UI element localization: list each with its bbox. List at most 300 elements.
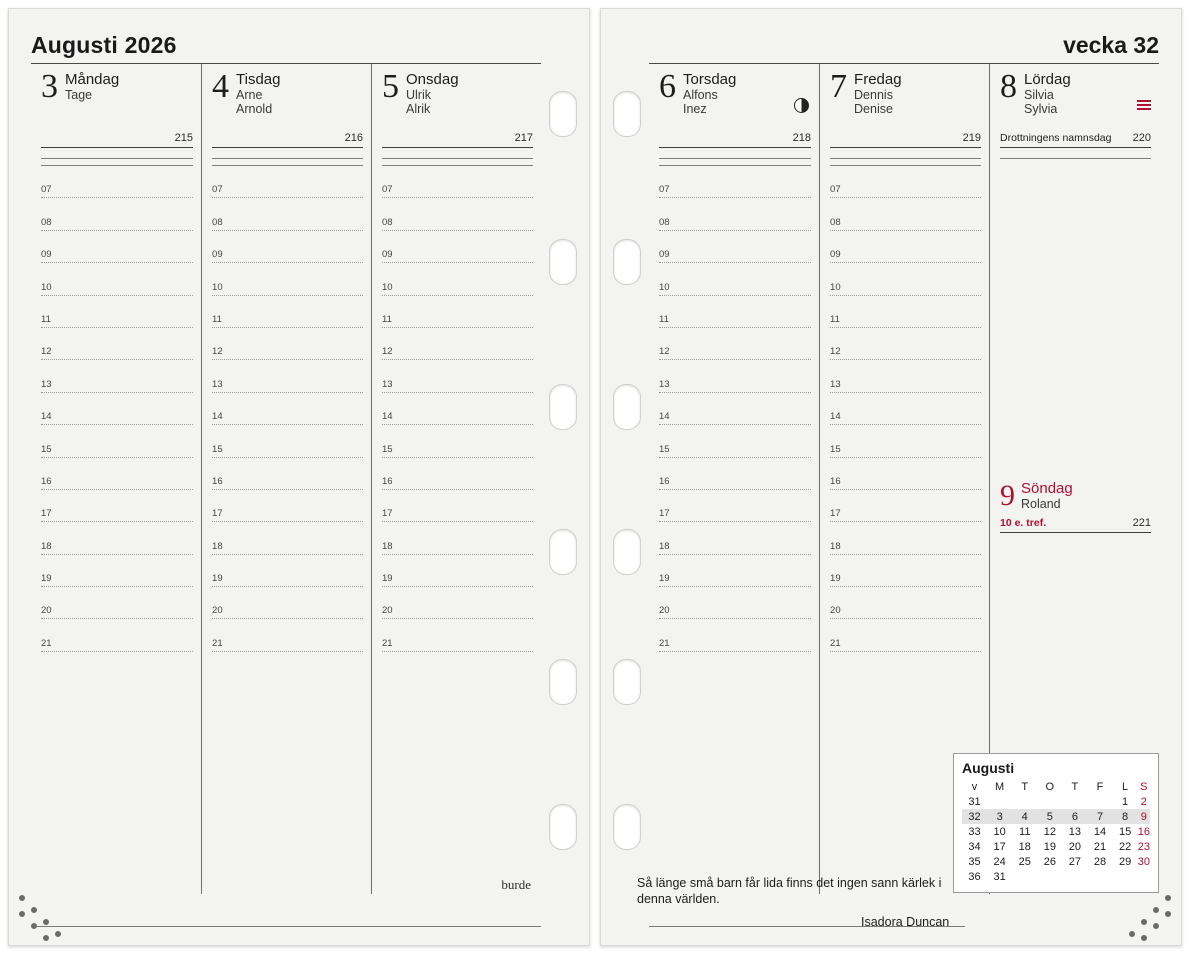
punch-hole	[549, 384, 577, 430]
mini-calendar-title: Augusti	[962, 760, 1015, 776]
punch-hole	[613, 659, 641, 705]
day-cell[interactable]: 6	[1062, 809, 1087, 824]
mini-calendar[interactable]	[953, 753, 1159, 893]
day-name: Lördag	[1024, 71, 1071, 88]
day-cell[interactable]	[1037, 869, 1062, 884]
hour-label: 19	[659, 573, 670, 585]
hour-slot[interactable]	[212, 165, 363, 198]
day-cell[interactable]: 5	[1037, 809, 1062, 824]
week-number: 34	[968, 840, 981, 853]
hour-label: 11	[382, 313, 392, 325]
hour-slot[interactable]	[382, 296, 533, 328]
mini-calendar-row[interactable]	[962, 794, 1150, 809]
hour-label: 07	[41, 184, 52, 196]
hour-label: 07	[830, 184, 841, 196]
hour-label: 07	[659, 184, 670, 196]
name-day-2: Alrik	[406, 102, 431, 116]
month-title: Augusti 2026	[31, 32, 177, 58]
hour-slot[interactable]	[382, 619, 533, 651]
hour-label: 17	[830, 508, 841, 520]
col-fri: F	[1096, 781, 1104, 793]
punch-hole	[613, 529, 641, 575]
hour-label: 20	[212, 605, 223, 617]
hour-slot[interactable]	[382, 393, 533, 425]
hour-label: 12	[41, 346, 52, 358]
hour-slot[interactable]	[212, 198, 363, 230]
hour-label: 17	[41, 508, 52, 520]
hour-slot[interactable]	[212, 328, 363, 360]
hour-slot[interactable]	[212, 425, 363, 457]
hour-label: 20	[382, 605, 393, 617]
hour-slot[interactable]	[212, 490, 363, 522]
sunday-block[interactable]	[1000, 477, 1151, 533]
hour-label: 19	[382, 573, 393, 585]
hour-label: 17	[659, 508, 670, 520]
day-of-year: 215	[174, 132, 194, 144]
hour-label: 10	[41, 281, 52, 293]
mini-calendar-row[interactable]	[962, 824, 1150, 839]
hour-label: 14	[41, 411, 52, 423]
hour-slot[interactable]	[830, 231, 981, 263]
hour-slot[interactable]	[41, 490, 193, 522]
hour-label: 10	[830, 281, 841, 293]
hour-label: 21	[212, 637, 223, 649]
hour-slot[interactable]	[41, 425, 193, 457]
hour-label: 08	[830, 216, 841, 228]
day-info-row	[659, 132, 811, 148]
hour-slot[interactable]	[212, 231, 363, 263]
hour-label: 12	[659, 346, 670, 358]
day-name: Torsdag	[683, 71, 737, 88]
hour-label: 20	[41, 605, 52, 617]
left-note-lines[interactable]	[31, 900, 541, 946]
hour-slot[interactable]	[659, 587, 811, 619]
day-cell[interactable]: 4	[1012, 809, 1037, 824]
day-cell[interactable]: 7	[1087, 809, 1112, 824]
hour-label: 11	[212, 313, 222, 325]
hour-label: 13	[659, 378, 670, 390]
day-name: Fredag	[854, 71, 902, 88]
day-column-monday[interactable]	[31, 64, 201, 894]
day-cell[interactable]	[1087, 869, 1112, 884]
sunday-number: 9	[1000, 479, 1015, 512]
day-column-tuesday[interactable]	[201, 64, 371, 894]
hour-slot[interactable]	[830, 296, 981, 328]
day-of-year: 220	[1132, 132, 1151, 144]
hour-slot[interactable]	[212, 393, 363, 425]
hour-slot[interactable]	[41, 360, 193, 392]
hour-label: 14	[212, 411, 223, 423]
hours-top-rule	[659, 158, 811, 159]
day-cell[interactable]: 20	[1068, 840, 1082, 853]
day-cell[interactable]: 21	[1093, 840, 1107, 853]
hour-slot[interactable]	[41, 555, 193, 587]
day-column-wednesday[interactable]	[371, 64, 541, 894]
hour-slot[interactable]	[382, 555, 533, 587]
day-cell[interactable]	[1062, 869, 1087, 884]
hour-slot[interactable]	[830, 165, 981, 198]
hour-slot[interactable]	[659, 328, 811, 360]
hour-slot[interactable]	[382, 490, 533, 522]
week-number: 33	[968, 825, 981, 838]
hour-slot[interactable]	[212, 360, 363, 392]
day-cell[interactable]: 27	[1068, 855, 1082, 868]
day-cell[interactable]	[1012, 869, 1037, 884]
day-cell[interactable]: 14	[1093, 825, 1107, 838]
hour-slots[interactable]	[659, 165, 811, 652]
hour-label: 08	[382, 216, 393, 228]
hour-slot[interactable]	[41, 458, 193, 490]
name-day-1: Silvia	[1024, 88, 1054, 102]
hour-label: 16	[659, 475, 670, 487]
punch-hole	[549, 91, 577, 137]
hour-slot[interactable]	[659, 231, 811, 263]
hour-slot[interactable]	[830, 328, 981, 360]
punch-hole	[549, 529, 577, 575]
hour-slot[interactable]	[382, 458, 533, 490]
hour-label: 07	[212, 184, 223, 196]
day-cell[interactable]: 10	[993, 825, 1006, 838]
mini-calendar-table	[962, 780, 1150, 884]
day-cell[interactable]	[1062, 794, 1087, 809]
day-number: 5	[382, 68, 399, 105]
hour-slot[interactable]	[382, 328, 533, 360]
moon-last-quarter-icon	[794, 98, 809, 113]
day-cell-sunday[interactable]: 2	[1140, 795, 1147, 808]
mini-calendar-row-current-week[interactable]	[962, 809, 1150, 824]
hour-slot[interactable]	[830, 458, 981, 490]
name-day-2: Inez	[683, 102, 707, 116]
day-cell[interactable]: 24	[993, 855, 1006, 868]
hour-label: 15	[659, 443, 670, 455]
day-number: 6	[659, 68, 676, 105]
punch-hole	[613, 239, 641, 285]
hour-label: 15	[41, 443, 52, 455]
hour-label: 16	[830, 475, 841, 487]
quote-text: Så länge små barn får lida finns det ingen sann kärlek i denna världen.	[637, 876, 942, 906]
hour-slot[interactable]	[830, 360, 981, 392]
hour-label: 13	[830, 378, 841, 390]
day-cell[interactable]: 31	[993, 870, 1006, 883]
day-cell[interactable]: 3	[987, 809, 1012, 824]
day-cell-sunday[interactable]: 16	[1137, 825, 1150, 838]
hours-top-rule	[212, 158, 363, 159]
name-day-1: Dennis	[854, 88, 893, 102]
day-header	[212, 64, 363, 132]
col-mon: M	[995, 781, 1005, 793]
hour-label: 08	[659, 216, 670, 228]
hour-slot[interactable]	[212, 263, 363, 295]
hour-label: 09	[382, 249, 393, 261]
hour-label: 20	[659, 605, 670, 617]
day-cell-sunday[interactable]: 30	[1137, 855, 1150, 868]
hour-label: 19	[212, 573, 223, 585]
quote-author: Isadora Duncan	[861, 915, 950, 929]
hour-label: 13	[41, 378, 52, 390]
left-day-columns	[31, 64, 541, 894]
hour-slot[interactable]	[830, 490, 981, 522]
day-cell[interactable]: 18	[1018, 840, 1031, 853]
hour-slot[interactable]	[41, 619, 193, 651]
hour-slot[interactable]	[830, 425, 981, 457]
hour-label: 21	[830, 637, 841, 649]
col-week: v	[971, 781, 978, 793]
day-cell-sunday[interactable]: 9	[1138, 809, 1150, 824]
hour-slots[interactable]	[41, 165, 193, 652]
hour-slot[interactable]	[830, 198, 981, 230]
hour-label: 19	[41, 573, 52, 585]
hour-slot[interactable]	[41, 587, 193, 619]
day-cell-sunday[interactable]: 23	[1137, 840, 1150, 853]
hour-slot[interactable]	[830, 393, 981, 425]
day-cell[interactable]: 28	[1093, 855, 1107, 868]
hours-top-rule	[382, 158, 533, 159]
hour-label: 21	[41, 637, 52, 649]
mini-calendar-row[interactable]	[962, 854, 1150, 869]
hour-label: 09	[41, 249, 52, 261]
punch-hole	[613, 384, 641, 430]
hour-label: 10	[212, 281, 223, 293]
hour-label: 15	[830, 443, 841, 455]
hour-slot[interactable]	[659, 360, 811, 392]
day-of-year: 216	[344, 132, 363, 144]
hour-slot[interactable]	[41, 296, 193, 328]
day-column-thursday[interactable]	[649, 64, 819, 894]
hour-slot[interactable]	[830, 587, 981, 619]
day-cell[interactable]	[1113, 869, 1138, 884]
day-number: 8	[1000, 68, 1017, 105]
hour-label: 18	[212, 540, 223, 552]
hour-slot[interactable]	[659, 198, 811, 230]
hour-slot[interactable]	[41, 522, 193, 554]
hour-label: 16	[41, 475, 52, 487]
hour-slot[interactable]	[212, 458, 363, 490]
name-day-1: Tage	[65, 88, 93, 102]
day-cell[interactable]	[1012, 794, 1037, 809]
hour-label: 10	[659, 281, 670, 293]
name-day-2: Denise	[854, 102, 893, 116]
day-number: 4	[212, 68, 230, 105]
hour-label: 08	[212, 216, 223, 228]
mini-calendar-row[interactable]	[962, 869, 1150, 884]
day-of-year: 219	[962, 132, 981, 144]
hour-slot[interactable]	[212, 296, 363, 328]
hour-label: 18	[830, 540, 841, 552]
flag-day-icon	[1137, 100, 1151, 110]
day-header	[382, 64, 533, 132]
hour-slot[interactable]	[41, 393, 193, 425]
name-day-1: Ulrik	[406, 88, 431, 102]
day-info-row	[41, 132, 193, 148]
day-cell[interactable]	[987, 794, 1012, 809]
name-day-1: Alfons	[683, 88, 718, 102]
name-day-1: Arne	[236, 88, 263, 102]
hour-slot[interactable]	[382, 263, 533, 295]
mini-calendar-header-row	[962, 780, 1150, 794]
hour-label: 07	[382, 184, 393, 196]
sunday-name-day: Roland	[1021, 497, 1061, 511]
hour-label: 18	[382, 540, 393, 552]
hour-slot[interactable]	[659, 490, 811, 522]
day-info-row	[382, 132, 533, 148]
day-cell[interactable]: 1	[1122, 795, 1129, 808]
hour-label: 16	[212, 475, 223, 487]
hour-label: 14	[382, 411, 393, 423]
day-cell[interactable]: 22	[1118, 840, 1132, 853]
day-cell[interactable]	[1087, 794, 1112, 809]
note-line[interactable]	[649, 927, 965, 946]
left-header	[31, 9, 541, 63]
day-cell[interactable]: 19	[1043, 840, 1056, 853]
name-day-2: Sylvia	[1024, 102, 1058, 116]
day-number: 3	[41, 68, 58, 105]
hour-label: 09	[830, 249, 841, 261]
mini-calendar-row[interactable]	[962, 839, 1150, 854]
hour-label: 20	[830, 605, 841, 617]
day-name: Tisdag	[236, 71, 281, 88]
hour-label: 09	[212, 249, 223, 261]
punch-hole	[613, 91, 641, 137]
col-sun: S	[1140, 781, 1148, 793]
note-line[interactable]	[31, 927, 541, 946]
day-of-year: 221	[1132, 517, 1151, 529]
col-thu: T	[1071, 781, 1079, 793]
hour-label: 08	[41, 216, 52, 228]
hour-slot[interactable]	[830, 555, 981, 587]
day-header	[1000, 64, 1151, 132]
hour-slot[interactable]	[382, 425, 533, 457]
hour-slot[interactable]	[659, 522, 811, 554]
hour-slot[interactable]	[41, 165, 193, 198]
name-day-2: Arnold	[236, 102, 273, 116]
hour-slot[interactable]	[212, 619, 363, 651]
hour-slots[interactable]	[830, 165, 981, 652]
day-cell[interactable]: 17	[993, 840, 1006, 853]
hour-slot[interactable]	[659, 263, 811, 295]
day-cell[interactable]: 26	[1043, 855, 1056, 868]
brand-logo: burde	[501, 877, 531, 892]
hour-label: 17	[212, 508, 223, 520]
week-number: 35	[968, 855, 981, 868]
day-name: Måndag	[65, 71, 120, 88]
hour-slots[interactable]	[382, 165, 533, 652]
week-number: 31	[968, 795, 981, 808]
day-cell[interactable]: 8	[1113, 809, 1138, 824]
day-number: 7	[830, 68, 848, 105]
day-cell[interactable]: 11	[1019, 825, 1031, 838]
hour-label: 09	[659, 249, 670, 261]
hour-slot[interactable]	[659, 165, 811, 198]
day-header	[659, 64, 811, 132]
hour-label: 15	[382, 443, 393, 455]
day-cell[interactable]: 25	[1018, 855, 1031, 868]
hour-label: 21	[659, 637, 670, 649]
col-tue: T	[1021, 781, 1029, 793]
hour-slot[interactable]	[830, 263, 981, 295]
hour-slot[interactable]	[659, 619, 811, 651]
day-of-year: 217	[514, 132, 533, 144]
hours-top-rule	[830, 158, 981, 159]
hour-slot[interactable]	[830, 619, 981, 651]
day-header	[830, 64, 981, 132]
day-name: Onsdag	[406, 71, 459, 88]
punch-hole	[613, 804, 641, 850]
hour-label: 17	[382, 508, 393, 520]
sunday-header	[1000, 481, 1151, 511]
hour-label: 18	[41, 540, 52, 552]
hour-slot[interactable]	[212, 522, 363, 554]
hour-slot[interactable]	[41, 231, 193, 263]
hours-top-rule	[41, 158, 193, 159]
hour-slot[interactable]	[41, 263, 193, 295]
hour-slots[interactable]	[212, 165, 363, 652]
day-info-row	[1000, 132, 1151, 148]
hour-label: 11	[830, 313, 840, 325]
punch-hole	[549, 659, 577, 705]
punch-hole	[549, 239, 577, 285]
day-info-row	[830, 132, 981, 148]
hour-slot[interactable]	[382, 360, 533, 392]
hour-label: 10	[382, 281, 393, 293]
hour-label: 11	[41, 313, 51, 325]
day-info-row	[212, 132, 363, 148]
hour-slot[interactable]	[659, 555, 811, 587]
hour-label: 13	[382, 378, 393, 390]
hour-label: 18	[659, 540, 670, 552]
week-number: 32	[962, 809, 987, 824]
hour-label: 11	[659, 313, 669, 325]
hour-slot[interactable]	[382, 165, 533, 198]
sunday-name: Söndag	[1021, 480, 1073, 497]
hour-slot[interactable]	[41, 198, 193, 230]
hour-slot[interactable]	[382, 198, 533, 230]
hour-slot[interactable]	[830, 522, 981, 554]
hour-label: 21	[382, 637, 393, 649]
hour-slot[interactable]	[659, 458, 811, 490]
hour-slot[interactable]	[659, 425, 811, 457]
hour-label: 12	[212, 346, 223, 358]
hour-label: 14	[830, 411, 841, 423]
day-cell[interactable]	[1037, 794, 1062, 809]
sunday-info-row	[1000, 517, 1151, 533]
hour-slot[interactable]	[382, 522, 533, 554]
right-header	[649, 9, 1159, 63]
week-number-title: vecka 32	[1063, 32, 1159, 58]
holiday-label: Drottningens namnsdag	[1000, 132, 1112, 144]
left-page-content	[31, 9, 541, 945]
hour-label: 12	[830, 346, 841, 358]
day-cell[interactable]: 13	[1068, 825, 1082, 838]
day-cell-sunday[interactable]	[1138, 869, 1150, 884]
left-page	[8, 8, 590, 946]
hour-slot[interactable]	[212, 587, 363, 619]
week-number: 36	[968, 870, 981, 883]
hour-slot[interactable]	[659, 296, 811, 328]
day-cell[interactable]: 29	[1118, 855, 1132, 868]
hour-slot[interactable]	[212, 555, 363, 587]
note-line[interactable]	[31, 900, 541, 927]
hour-label: 12	[382, 346, 393, 358]
hour-slot[interactable]	[382, 231, 533, 263]
hour-slot[interactable]	[41, 328, 193, 360]
day-cell[interactable]: 12	[1043, 825, 1056, 838]
day-cell[interactable]: 15	[1118, 825, 1132, 838]
hour-label: 16	[382, 475, 393, 487]
saturday-note-area[interactable]	[1000, 159, 1151, 459]
hour-label: 15	[212, 443, 223, 455]
hour-slot[interactable]	[659, 393, 811, 425]
hour-slot[interactable]	[382, 587, 533, 619]
